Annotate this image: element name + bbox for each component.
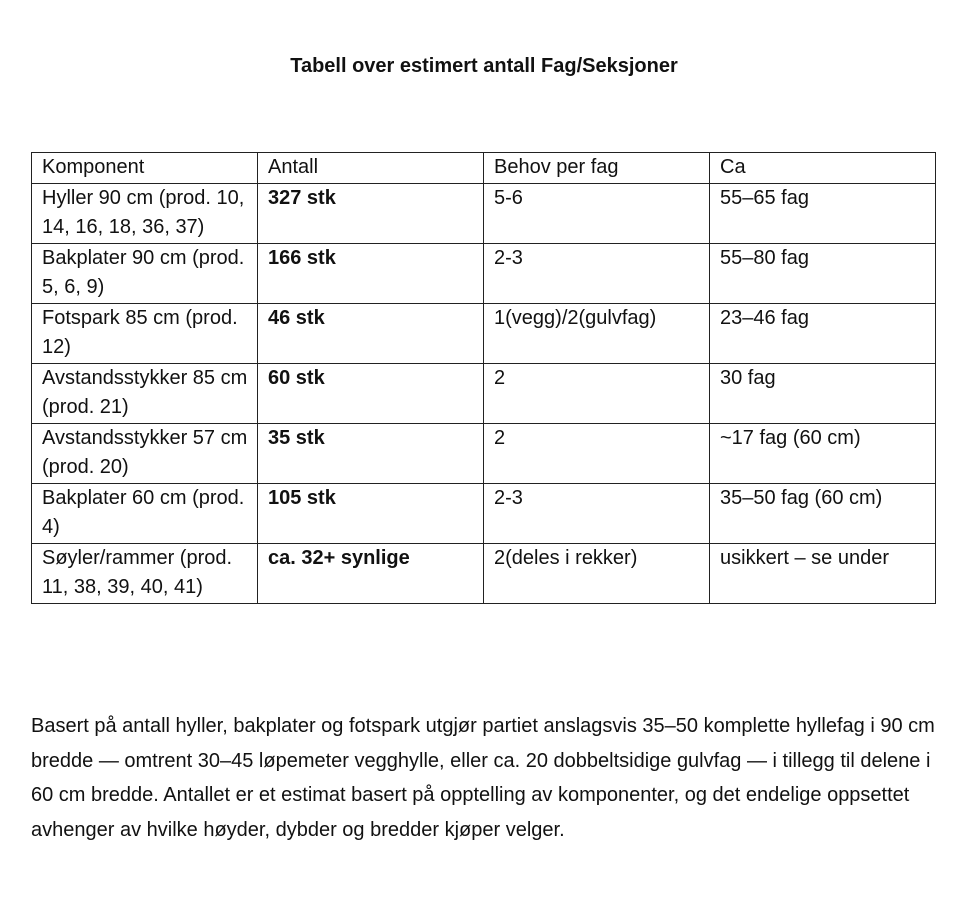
cell-behov-per-fag: 2-3 xyxy=(484,243,710,303)
cell-behov-per-fag: 1(vegg)/2(gulvfag) xyxy=(484,303,710,363)
table-header-row xyxy=(32,153,936,184)
cell-antall: 60 stk xyxy=(258,363,484,423)
cell-antall: 327 stk xyxy=(258,183,484,243)
header-ca: Ca xyxy=(710,153,936,184)
cell-komponent: Fotspark 85 cm (prod. 12) xyxy=(32,303,258,363)
table-row xyxy=(32,183,936,243)
table-header xyxy=(32,153,936,184)
header-behov-per-fag: Behov per fag xyxy=(484,153,710,184)
table-row xyxy=(32,243,936,303)
table-row xyxy=(32,303,936,363)
cell-antall: 46 stk xyxy=(258,303,484,363)
cell-antall: 35 stk xyxy=(258,423,484,483)
table-row xyxy=(32,363,936,423)
cell-behov-per-fag: 5-6 xyxy=(484,183,710,243)
cell-ca: 35–50 fag (60 cm) xyxy=(710,483,936,543)
summary-paragraph: Basert på antall hyller, bakplater og fotspark utgjør partiet anslagsvis 35–50 komplette hyllefag i 90 cm bredde — omtrent 30–45 løpemeter vegghylle, eller ca. 20 dobbeltsidige gulvfag — i tillegg til delene i 60 cm bredde. Antallet er et estimat basert på opptelling av komponenter, og det endelige oppsettet avhenger av hvilke høyder, dybder og bredder kjøper velger. xyxy=(31,715,935,841)
cell-ca: ~17 fag (60 cm) xyxy=(710,423,936,483)
cell-komponent: Bakplater 90 cm (prod. 5, 6, 9) xyxy=(32,243,258,303)
cell-behov-per-fag: 2 xyxy=(484,363,710,423)
cell-behov-per-fag: 2 xyxy=(484,423,710,483)
table-row xyxy=(32,483,936,543)
cell-komponent: Hyller 90 cm (prod. 10, 14, 16, 18, 36, 37) xyxy=(32,183,258,243)
cell-behov-per-fag: 2(deles i rekker) xyxy=(484,543,710,603)
cell-behov-per-fag: 2-3 xyxy=(484,483,710,543)
document-title: Tabell over estimert antall Fag/Seksjoner xyxy=(290,55,678,77)
cell-antall: 105 stk xyxy=(258,483,484,543)
component-estimate-table xyxy=(31,152,936,604)
header-komponent: Komponent xyxy=(32,153,258,184)
cell-ca: 55–80 fag xyxy=(710,243,936,303)
cell-antall: 166 stk xyxy=(258,243,484,303)
cell-komponent: Bakplater 60 cm (prod. 4) xyxy=(32,483,258,543)
table-body xyxy=(32,183,936,603)
cell-komponent: Søyler/rammer (prod. 11, 38, 39, 40, 41) xyxy=(32,543,258,603)
cell-ca: 55–65 fag xyxy=(710,183,936,243)
cell-antall: ca. 32+ synlige xyxy=(258,543,484,603)
header-antall: Antall xyxy=(258,153,484,184)
cell-ca: 30 fag xyxy=(710,363,936,423)
cell-komponent: Avstandsstykker 57 cm (prod. 20) xyxy=(32,423,258,483)
table-row xyxy=(32,543,936,603)
cell-ca: usikkert – se under xyxy=(710,543,936,603)
table-row xyxy=(32,423,936,483)
cell-komponent: Avstandsstykker 85 cm (prod. 21) xyxy=(32,363,258,423)
cell-ca: 23–46 fag xyxy=(710,303,936,363)
